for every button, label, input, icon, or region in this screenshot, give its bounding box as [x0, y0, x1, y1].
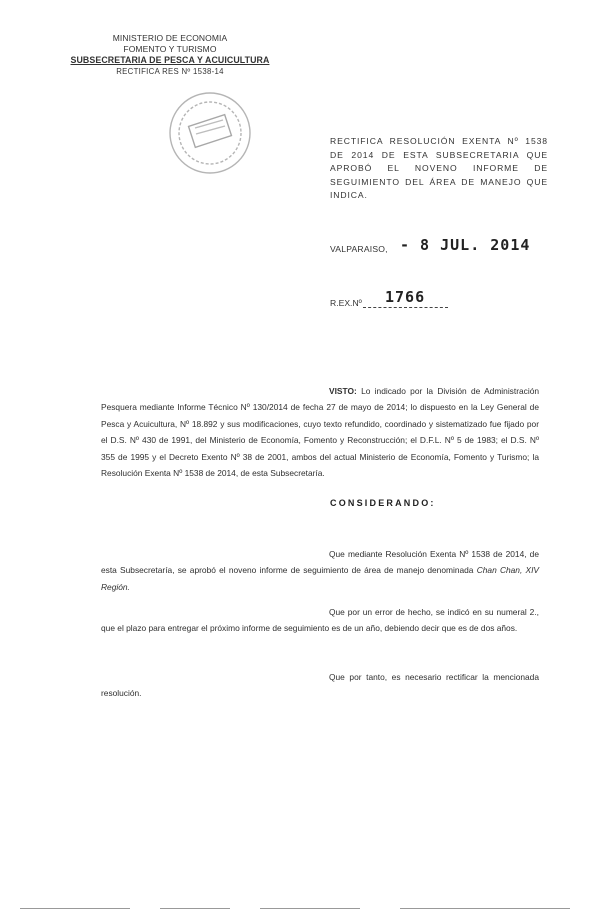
- ministry-name: MINISTERIO DE ECONOMIA: [112, 33, 228, 43]
- resolution-subject: RECTIFICA RESOLUCIÓN EXENTA Nº 1538 DE 2014 DE ESTA SUBSECRETARIA QUE APROBÓ EL NOVENO INFORME DE SEGUIMIENTO DEL ÁREA DE MANEJO QUE INDICA.: [330, 136, 548, 200]
- resolution-number-label: R.EX.Nº: [330, 298, 362, 308]
- considerando-heading: CONSIDERANDO:: [330, 498, 436, 508]
- footer-mark-left: [20, 908, 130, 909]
- resolution-number-line: [363, 307, 448, 308]
- reference-code: RECTIFICA RES Nº 1538-14: [116, 67, 224, 76]
- visto-paragraph: [101, 383, 539, 481]
- date-stamp: - 8 JUL. 2014: [400, 236, 531, 254]
- considerando-paragraph-3: [101, 669, 539, 702]
- c3-lead: Que por tanto, es necesario rectificar la: [329, 672, 489, 682]
- c3-text: mencionada resolución.: [101, 672, 539, 699]
- footer-mark-mid2: [260, 908, 360, 909]
- resolution-number: 1766: [385, 288, 426, 306]
- visto-text: Lo indicado por la División de Administración Pesquera mediante Informe Técnico Nº 130/2014 de fecha 27 de mayo de 2014; lo dispuesto en la Ley General de Pesca y Acuicultura, Nº 18.892 y sus modificaciones, cuyo texto refundido, coordinado y sistematizado fue fijado por el D.S. Nº 430 de 1991, del Ministerio de Economía, Fomento y Reconstrucción; el D.F.L. Nº 5 de 1983; el D.S. Nº 355 de 1995 y el Decreto Exento Nº 38 de 2001, ambos del actual Ministerio de Economía, Fomento y Turismo; la Resolución Exenta Nº 1538 de 2014, de esta Subsecretaría.: [101, 386, 540, 479]
- considerando-paragraph-2: [101, 604, 539, 637]
- ministry-subtitle: FOMENTO Y TURISMO: [123, 44, 217, 54]
- place-label: VALPARAISO,: [330, 244, 388, 254]
- c2-text: numeral 2., que el plazo para entregar el próximo informe de seguimiento es de un año, debiendo decir que es de dos años.: [101, 607, 539, 634]
- considerando-paragraph-1: [101, 546, 539, 595]
- c1-area-name: Chan Chan, XIV Región.: [101, 565, 540, 592]
- official-stamp-icon: [165, 88, 255, 178]
- c2-lead: Que por un error de hecho, se indicó en su: [329, 607, 494, 617]
- visto-heading: VISTO:: [329, 386, 357, 396]
- c1-text: 2014, de esta Subsecretaría, se aprobó el noveno informe de seguimiento de área de manejo denominada: [101, 549, 539, 576]
- letterhead: [70, 33, 270, 77]
- footer-mark-mid: [160, 908, 230, 909]
- footer-mark-right: [400, 908, 570, 909]
- undersecretariat-name: SUBSECRETARIA DE PESCA Y ACUICULTURA: [70, 55, 270, 65]
- c1-lead: Que mediante Resolución Exenta Nº 1538 de: [329, 549, 503, 559]
